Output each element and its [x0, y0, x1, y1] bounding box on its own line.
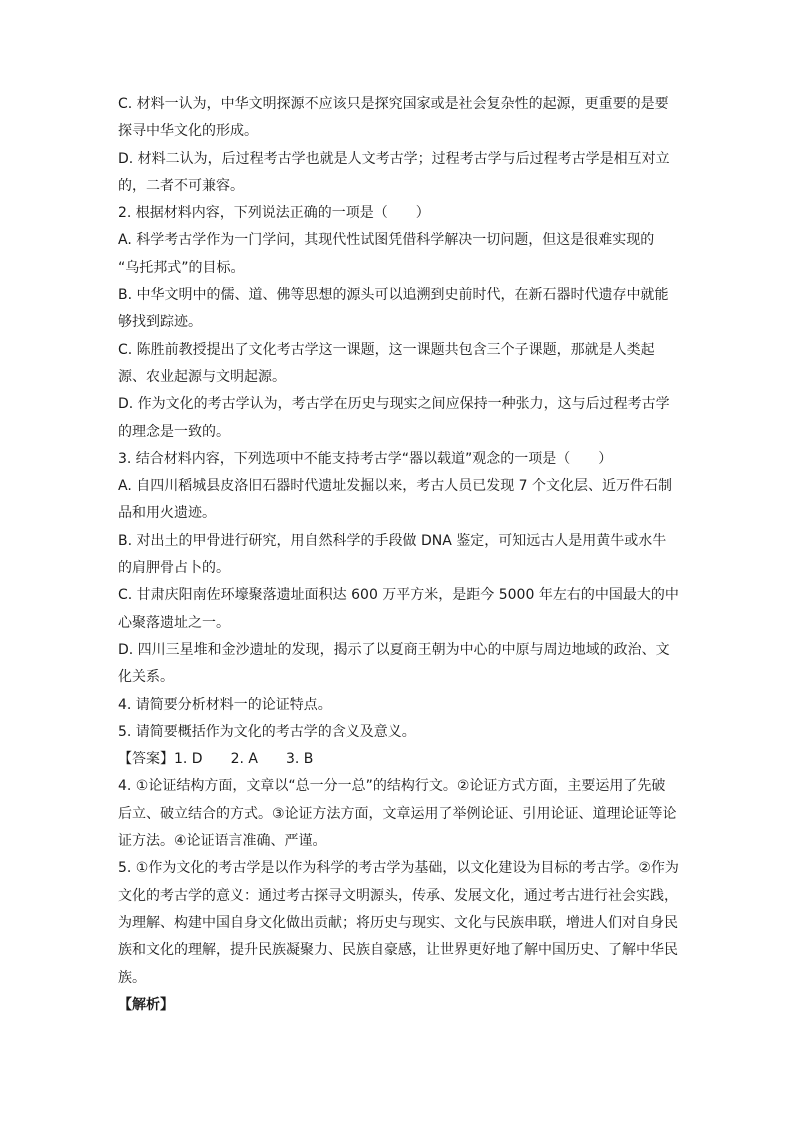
text-line: B. 中华文明中的儒、道、佛等思想的源头可以追溯到史前时代，在新石器时代遗存中就能 [118, 287, 669, 304]
text-line: A. 自四川稻城县皮洛旧石器时代遗址发掘以来，考古人员已发现 7 个文化层、近万件石制 [118, 478, 673, 495]
text-line: 心聚落遗址之一。 [118, 614, 230, 631]
text-line: D. 作为文化的考古学认为，考古学在历史与现实之间应保持一种张力，这与后过程考古学 [118, 396, 670, 413]
analysis-heading: 【解析】 [118, 996, 174, 1013]
text-line: C. 甘肃庆阳南佐环壕聚落遗址面积达 600 万平方米，是距今 5000 年左右的中国最大的中 [118, 587, 679, 604]
question-3-stem: 3. 结合材料内容，下列选项中不能支持考古学“器以载道”观念的一项是（ ） [118, 450, 613, 467]
text-line: 品和用火遗迹。 [118, 505, 216, 522]
text-line: 的理念是一致的。 [118, 423, 230, 440]
text-line: A. 科学考古学作为一门学问，其现代性试图凭借科学解决一切问题，但这是很难实现的 [118, 232, 655, 249]
question-5-stem: 5. 请简要概括作为文化的考古学的含义及意义。 [118, 723, 416, 740]
text-line: 探寻中华文化的形成。 [118, 123, 258, 140]
text-line: 的肩胛骨占卜的。 [118, 560, 230, 577]
text-line: 为理解、构建中国自身文化做出贡献；将历史与现实、文化与民族串联，增进人们对自身民 [118, 914, 678, 931]
text-line: “乌托邦式”的目标。 [118, 259, 245, 276]
text-line: 族。 [118, 969, 146, 986]
text-line: B. 对出土的甲骨进行研究，用自然科学的手段做 DNA 鉴定，可知远古人是用黄牛或水牛 [118, 532, 667, 549]
document-page [118, 91, 690, 1019]
text-line: 5. ①作为文化的考古学是以作为科学的考古学为基础，以文化建设为目标的考古学。②作为 [118, 860, 679, 877]
question-4-stem: 4. 请简要分析材料一的论证特点。 [118, 696, 332, 713]
text-line: 族和文化的理解，提升民族凝聚力、民族自豪感，让世界更好地了解中国历史、了解中华民 [118, 942, 678, 959]
text-line: 文化的考古学的意义：通过考古探寻文明源头，传承、发展文化，通过考古进行社会实践， [118, 887, 678, 904]
text-line: 化关系。 [118, 669, 174, 686]
text-line: 的，二者不可兼容。 [118, 177, 244, 194]
text-line: 4. ①论证结构方面，文章以“总一分一总”的结构行文。②论证方式方面，主要运用了先破 [118, 778, 666, 795]
text-line: D. 四川三星堆和金沙遗址的发现，揭示了以夏商王朝为中心的中原与周边地域的政治、文 [118, 641, 670, 658]
text-line: C. 陈胜前教授提出了文化考古学这一课题，这一课题共包含三个子课题，那就是人类起 [118, 341, 655, 358]
answer-key-line: 【答案】1. D 2. A 3. B [118, 751, 314, 768]
text-line: 够找到踪迹。 [118, 314, 202, 331]
text-line: C. 材料一认为，中华文明探源不应该只是探究国家或是社会复杂性的起源，更重要的是要 [118, 96, 669, 112]
text-line: 证方法。④论证语言准确、严谨。 [118, 833, 327, 850]
text-line: 后立、破立结合的方式。③论证方法方面，文章运用了举例论证、引用论证、道理论证等论 [118, 805, 677, 822]
question-2-stem: 2. 根据材料内容，下列说法正确的一项是（ ） [118, 205, 430, 222]
text-line: D. 材料二认为，后过程考古学也就是人文考古学；过程考古学与后过程考古学是相互对立 [118, 150, 670, 167]
text-line: 源、农业起源与文明起源。 [118, 368, 286, 385]
